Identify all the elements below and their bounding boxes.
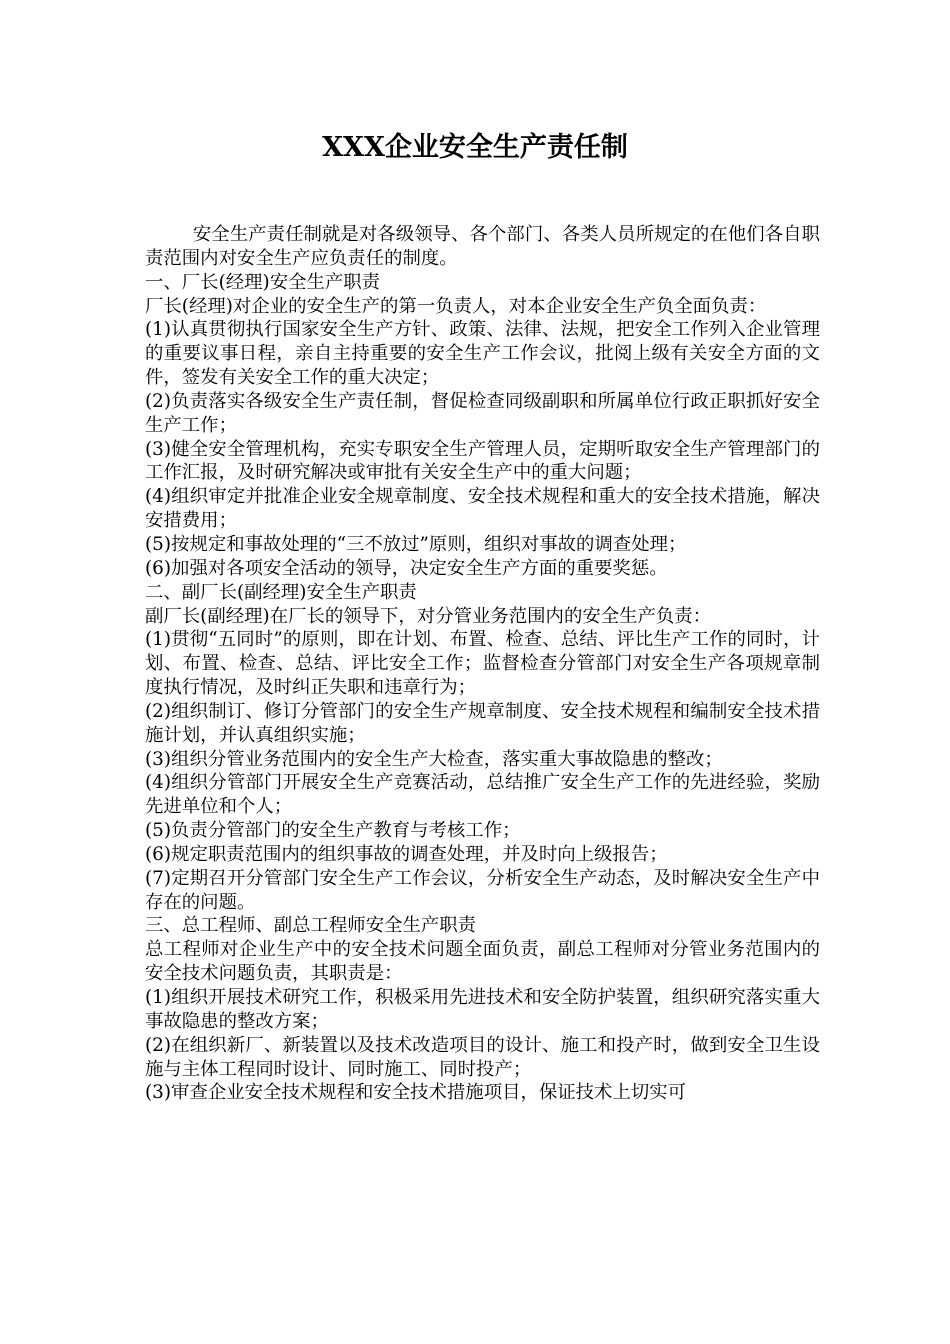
duty-item: (1)贯彻“五同时”的原则，即在计划、布置、检查、总结、评比生产工作的同时，计划、布置、检查、总结、评比安全工作；监督检查分管部门对安全生产各项规章制度执行情况，及时纠正失职和违章行为； bbox=[145, 629, 820, 699]
intro-paragraph: 安全生产责任制就是对各级领导、各个部门、各类人员所规定的在他们各自职责范围内对安全生产应负责任的制度。 bbox=[145, 224, 820, 269]
paragraph: 总工程师对企业生产中的安全技术问题全面负责，副总工程师对分管业务范围内的安全技术问题负责，其职责是： bbox=[145, 939, 820, 985]
section-heading-factory-director: 一、厂长(经理)安全生产职责 bbox=[145, 271, 381, 293]
duty-item: (4)组织分管部门开展安全生产竞赛活动，总结推广安全生产工作的先进经验，奖励先进单位和个人； bbox=[145, 772, 820, 818]
duty-item: (1)组织开展技术研究工作，积极采用先进技术和安全防护装置，组织研究落实重大事故隐患的整改方案； bbox=[145, 987, 820, 1032]
duty-item: (4)组织审定并批准企业安全规章制度、安全技术规程和重大的安全技术措施，解决安措费用； bbox=[145, 486, 820, 532]
section-heading-chief-engineer: 三、总工程师、副总工程师安全生产职责 bbox=[145, 915, 477, 937]
duty-item: (7)定期召开分管部门安全生产工作会议，分析安全生产动态，及时解决安全生产中存在的问题。 bbox=[145, 867, 820, 913]
duty-item: (6)加强对各项安全活动的领导，决定安全生产方面的重要奖惩。 bbox=[145, 557, 668, 579]
duty-item: (2)在组织新厂、新装置以及技术改造项目的设计、施工和投产时，做到安全卫生设施与主体工程同时设计、同时施工、同时投产； bbox=[145, 1034, 820, 1080]
section-heading-deputy-director: 二、副厂长(副经理)安全生产职责 bbox=[145, 581, 417, 603]
paragraph: 副厂长(副经理)在厂长的领导下，对分管业务范围内的安全生产负责： bbox=[145, 605, 712, 627]
duty-item: (3)审查企业安全技术规程和安全技术措施项目，保证技术上切实可 bbox=[145, 1082, 686, 1104]
duty-item: (5)按规定和事故处理的“三不放过”原则，组织对事故的调查处理； bbox=[145, 533, 687, 555]
duty-item: (6)规定职责范围内的组织事故的调查处理，并及时向上级报告； bbox=[145, 843, 668, 865]
duty-item: (2)组织制订、修订分管部门的安全生产规章制度、安全技术规程和编制安全技术措施计划，并认真组织实施； bbox=[145, 700, 820, 746]
document-title: XXX企业安全生产责任制 bbox=[322, 132, 628, 163]
duty-item: (5)负责分管部门的安全生产教育与考核工作； bbox=[145, 820, 521, 842]
duty-item: (2)负责落实各级安全生产责任制，督促检查同级副职和所属单位行政正职抓好安全生产工作； bbox=[145, 390, 820, 436]
duty-item: (1)认真贯彻执行国家安全生产方针、政策、法律、法规，把安全工作列入企业管理的重要议事日程，亲自主持重要的安全生产工作会议，批阅上级有关安全方面的文件，签发有关安全工作的重大决定； bbox=[145, 319, 820, 389]
duty-item: (3)组织分管业务范围内的安全生产大检查，落实重大事故隐患的整改； bbox=[145, 748, 723, 770]
paragraph: 厂长(经理)对企业的安全生产的第一负责人，对本企业安全生产负全面负责： bbox=[145, 295, 767, 317]
document-body bbox=[145, 223, 820, 1105]
duty-item: (3)健全安全管理机构，充实专职安全生产管理人员，定期听取安全生产管理部门的工作汇报，及时研究解决或审批有关安全生产中的重大问题； bbox=[145, 438, 820, 484]
